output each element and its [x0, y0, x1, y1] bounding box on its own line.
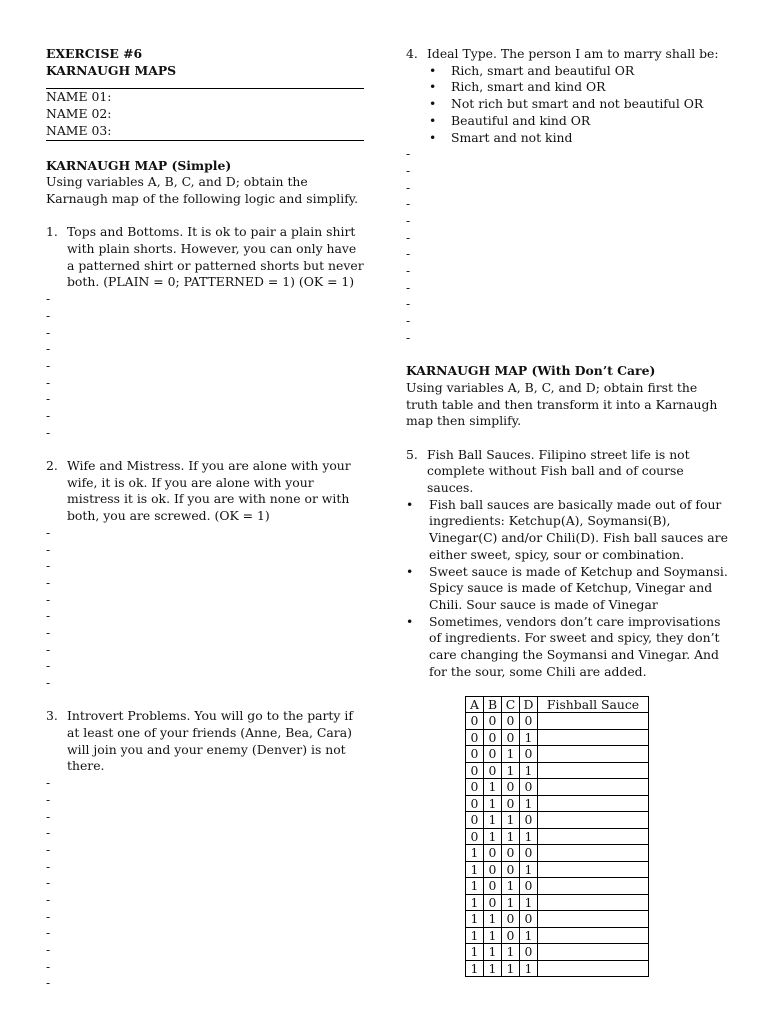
bullet-item: • Rich, smart and beautiful OR — [406, 63, 728, 80]
table-cell: 1 — [520, 828, 538, 845]
answer-line[interactable]: - — [46, 675, 51, 690]
bullet-item: • Fish ball sauces are basically made out of four ingredients: Ketchup(A), Soymansi(B), Vinegar(C) and/or Chili(D). Fish ball sauces are either sweet, spicy, sour or combination. — [406, 497, 728, 564]
table-cell: 1 — [520, 861, 538, 878]
sauce-answer-cell[interactable] — [538, 713, 649, 730]
answer-line[interactable]: - — [46, 942, 51, 958]
answer-line[interactable]: - — [46, 825, 51, 841]
answer-line[interactable]: - — [46, 357, 51, 373]
question-number: 1. — [46, 224, 58, 240]
truth-table-header — [466, 696, 649, 713]
answer-line[interactable]: - — [46, 524, 51, 540]
table-row — [466, 812, 649, 829]
sauce-answer-cell[interactable] — [538, 861, 649, 878]
question-1 — [46, 224, 364, 291]
table-cell: 0 — [466, 713, 484, 730]
bullet-item: • Sometimes, vendors don’t care improvisations of ingredients. For sweet and spicy, they don’t care changing the Soymansi and Vinegar. And for the sour, some Chili are added. — [406, 614, 728, 681]
section-simple-intro: Using variables A, B, C, and D; obtain the Karnaugh map of the following logic and simplify. — [46, 174, 359, 206]
answer-line[interactable]: - — [406, 196, 411, 212]
answer-line[interactable]: - — [406, 179, 411, 195]
table-cell: 1 — [484, 795, 502, 812]
sauce-answer-cell[interactable] — [538, 828, 649, 845]
table-cell: 1 — [466, 845, 484, 862]
answer-line[interactable]: - — [46, 892, 51, 907]
table-row — [466, 845, 649, 862]
table-cell: 0 — [520, 713, 538, 730]
answer-line[interactable]: - — [46, 908, 51, 924]
bullet-item: • Not rich but smart and not beautiful OR — [406, 96, 728, 113]
name-field-1[interactable]: NAME 01: — [46, 89, 112, 105]
answer-line[interactable]: - — [46, 341, 51, 357]
answer-line[interactable]: - — [46, 424, 51, 440]
sauce-answer-cell[interactable] — [538, 960, 649, 977]
truth-table — [465, 696, 649, 978]
table-cell: 0 — [502, 713, 520, 730]
answer-area-3[interactable] — [46, 775, 364, 992]
answer-line[interactable]: - — [406, 296, 411, 312]
table-cell: 1 — [520, 927, 538, 944]
section-dontcare-title: KARNAUGH MAP (With Don’t Care) — [406, 363, 656, 379]
col-header-a: A — [466, 696, 484, 713]
table-cell: 1 — [502, 812, 520, 829]
table-cell: 1 — [484, 944, 502, 961]
table-cell: 0 — [484, 845, 502, 862]
col-header-sauce: Fishball Sauce — [538, 696, 649, 713]
table-cell: 0 — [520, 746, 538, 763]
exercise-number: EXERCISE #6 — [46, 46, 143, 61]
question-number: 2. — [46, 458, 58, 473]
table-cell: 0 — [484, 746, 502, 763]
table-cell: 1 — [466, 927, 484, 944]
table-cell: 0 — [502, 927, 520, 944]
col-header-d: D — [520, 696, 538, 713]
answer-line[interactable]: - — [46, 324, 51, 340]
table-cell: 0 — [520, 812, 538, 829]
answer-line[interactable]: - — [406, 263, 411, 279]
sauce-answer-cell[interactable] — [538, 944, 649, 961]
table-cell: 0 — [520, 845, 538, 862]
table-cell: 1 — [502, 960, 520, 977]
answer-line[interactable]: - — [46, 925, 51, 941]
table-cell: 0 — [466, 729, 484, 746]
table-cell: 0 — [466, 779, 484, 796]
answer-area-4[interactable] — [406, 146, 728, 346]
table-cell: 1 — [466, 894, 484, 911]
question-text: Introvert Problems. You will go to the party if at least one of your friends (Anne, Bea, Cara) will join you and your enemy (Denver) is not there. — [67, 708, 353, 774]
table-cell: 1 — [484, 927, 502, 944]
answer-line[interactable]: - — [46, 407, 51, 423]
answer-line[interactable]: - — [406, 162, 411, 178]
answer-line[interactable]: - — [46, 391, 51, 407]
table-cell: 0 — [502, 795, 520, 812]
table-cell: 1 — [520, 762, 538, 779]
table-cell: 0 — [484, 894, 502, 911]
question-3 — [46, 708, 364, 775]
answer-line[interactable]: - — [46, 307, 51, 323]
bullet-item: • Smart and not kind — [406, 130, 728, 147]
section-simple-title: KARNAUGH MAP (Simple) — [46, 157, 232, 173]
answer-line[interactable]: - — [46, 958, 51, 974]
question-number: 5. — [406, 446, 418, 462]
col-header-c: C — [502, 696, 520, 713]
answer-line[interactable]: - — [46, 574, 51, 590]
table-row — [466, 944, 649, 961]
table-row — [466, 729, 649, 746]
table-row — [466, 795, 649, 812]
table-cell: 0 — [484, 861, 502, 878]
answer-line[interactable]: - — [46, 858, 51, 874]
table-cell: 1 — [484, 779, 502, 796]
sauce-answer-cell[interactable] — [538, 911, 649, 928]
answer-line[interactable]: - — [406, 329, 411, 345]
answer-line[interactable]: - — [46, 658, 51, 674]
table-cell: 0 — [502, 845, 520, 862]
table-row — [466, 713, 649, 730]
answer-line[interactable]: - — [46, 975, 51, 991]
table-cell: 0 — [466, 746, 484, 763]
answer-line[interactable]: - — [46, 808, 51, 824]
table-cell: 1 — [466, 861, 484, 878]
table-cell: 0 — [484, 713, 502, 730]
question-text: Fish Ball Sauces. Filipino street life is not complete without Fish ball and of course sauces. — [427, 446, 690, 496]
exercise-topic: KARNAUGH MAPS — [46, 62, 177, 78]
answer-line[interactable]: - — [46, 558, 51, 574]
table-cell: 1 — [484, 828, 502, 845]
table-cell: 1 — [466, 911, 484, 928]
table-cell: 1 — [520, 960, 538, 977]
answer-line[interactable]: - — [46, 875, 51, 891]
table-cell: 1 — [502, 944, 520, 961]
table-row — [466, 894, 649, 911]
table-cell: 1 — [502, 828, 520, 845]
answer-line[interactable]: - — [406, 313, 411, 329]
question-text: Ideal Type. The person I am to marry shall be: — [427, 46, 719, 61]
answer-line[interactable]: - — [46, 541, 51, 557]
bullet-item: • Beautiful and kind OR — [406, 113, 728, 130]
table-cell: 0 — [466, 812, 484, 829]
question-5-bullets — [406, 497, 728, 681]
sauce-answer-cell[interactable] — [538, 729, 649, 746]
table-cell: 0 — [520, 911, 538, 928]
truth-table-body — [466, 713, 649, 977]
answer-line[interactable]: - — [406, 212, 411, 228]
table-row — [466, 746, 649, 763]
answer-line[interactable]: - — [46, 791, 51, 807]
answer-line[interactable]: - — [46, 841, 51, 857]
question-text: Wife and Mistress. If you are alone with your wife, it is ok. If you are alone with your mistress it is ok. If you are with none or with both, you are screwed. (OK = 1) — [67, 458, 351, 524]
question-text: Tops and Bottoms. It is ok to pair a plain shirt with plain shorts. However, you can only have a patterned shirt or patterned shorts but never both. (PLAIN = 0; PATTERNED = 1) (OK = 1) — [67, 224, 364, 290]
sauce-answer-cell[interactable] — [538, 795, 649, 812]
sauce-answer-cell[interactable] — [538, 927, 649, 944]
sauce-answer-cell[interactable] — [538, 894, 649, 911]
answer-line[interactable]: - — [46, 775, 51, 791]
table-cell: 0 — [484, 878, 502, 895]
table-cell: 0 — [484, 762, 502, 779]
answer-line[interactable]: - — [406, 246, 411, 262]
table-cell: 0 — [484, 729, 502, 746]
sauce-answer-cell[interactable] — [538, 845, 649, 862]
table-cell: 1 — [484, 960, 502, 977]
table-cell: 1 — [502, 746, 520, 763]
sauce-answer-cell[interactable] — [538, 746, 649, 763]
answer-line[interactable]: - — [46, 608, 51, 624]
table-row — [466, 861, 649, 878]
table-cell: 1 — [520, 795, 538, 812]
table-row — [466, 911, 649, 928]
sauce-answer-cell[interactable] — [538, 779, 649, 796]
table-row — [466, 960, 649, 977]
table-cell: 0 — [502, 729, 520, 746]
table-cell: 1 — [520, 729, 538, 746]
right-column — [406, 46, 728, 977]
table-row — [466, 927, 649, 944]
table-row — [466, 828, 649, 845]
section-dontcare-intro: Using variables A, B, C, and D; obtain first the truth table and then transform it into a Karnaugh map then simplify. — [406, 379, 718, 429]
question-5 — [406, 447, 728, 497]
table-cell: 0 — [502, 911, 520, 928]
bullet-item: • Sweet sauce is made of Ketchup and Soymansi. Spicy sauce is made of Ketchup, Vinegar and Chili. Sour sauce is made of Vinegar — [406, 564, 728, 614]
col-header-b: B — [484, 696, 502, 713]
answer-line[interactable]: - — [46, 624, 51, 640]
table-cell: 1 — [484, 911, 502, 928]
answer-line[interactable]: - — [46, 291, 51, 307]
answer-line[interactable]: - — [406, 146, 411, 162]
sauce-answer-cell[interactable] — [538, 762, 649, 779]
answer-line[interactable]: - — [406, 229, 411, 245]
table-cell: 0 — [520, 944, 538, 961]
answer-line[interactable]: - — [46, 374, 51, 390]
answer-line[interactable]: - — [406, 279, 411, 295]
table-cell: 0 — [520, 779, 538, 796]
name-field-3[interactable]: NAME 03: — [46, 122, 112, 138]
sauce-answer-cell[interactable] — [538, 878, 649, 895]
question-number: 3. — [46, 708, 58, 724]
left-column — [46, 46, 364, 992]
table-row — [466, 878, 649, 895]
table-cell: 1 — [502, 878, 520, 895]
answer-line[interactable]: - — [46, 641, 51, 657]
answer-area-1[interactable] — [46, 291, 364, 441]
answer-line[interactable]: - — [46, 591, 51, 607]
table-cell: 1 — [466, 944, 484, 961]
question-4 — [406, 46, 728, 63]
table-row — [466, 779, 649, 796]
table-cell: 0 — [502, 861, 520, 878]
answer-area-2[interactable] — [46, 525, 364, 692]
table-cell: 1 — [466, 878, 484, 895]
table-cell: 1 — [502, 762, 520, 779]
table-cell: 0 — [466, 762, 484, 779]
table-cell: 1 — [502, 894, 520, 911]
table-cell: 0 — [466, 828, 484, 845]
table-cell: 0 — [502, 779, 520, 796]
question-2 — [46, 458, 364, 525]
bullet-item: • Rich, smart and kind OR — [406, 79, 728, 96]
table-cell: 0 — [520, 878, 538, 895]
sauce-answer-cell[interactable] — [538, 812, 649, 829]
question-4-bullets — [406, 63, 728, 147]
table-cell: 1 — [520, 894, 538, 911]
table-row — [466, 762, 649, 779]
question-number: 4. — [406, 46, 418, 61]
table-cell: 1 — [484, 812, 502, 829]
table-cell: 0 — [466, 795, 484, 812]
table-cell: 1 — [466, 960, 484, 977]
name-field-2[interactable]: NAME 02: — [46, 106, 112, 122]
